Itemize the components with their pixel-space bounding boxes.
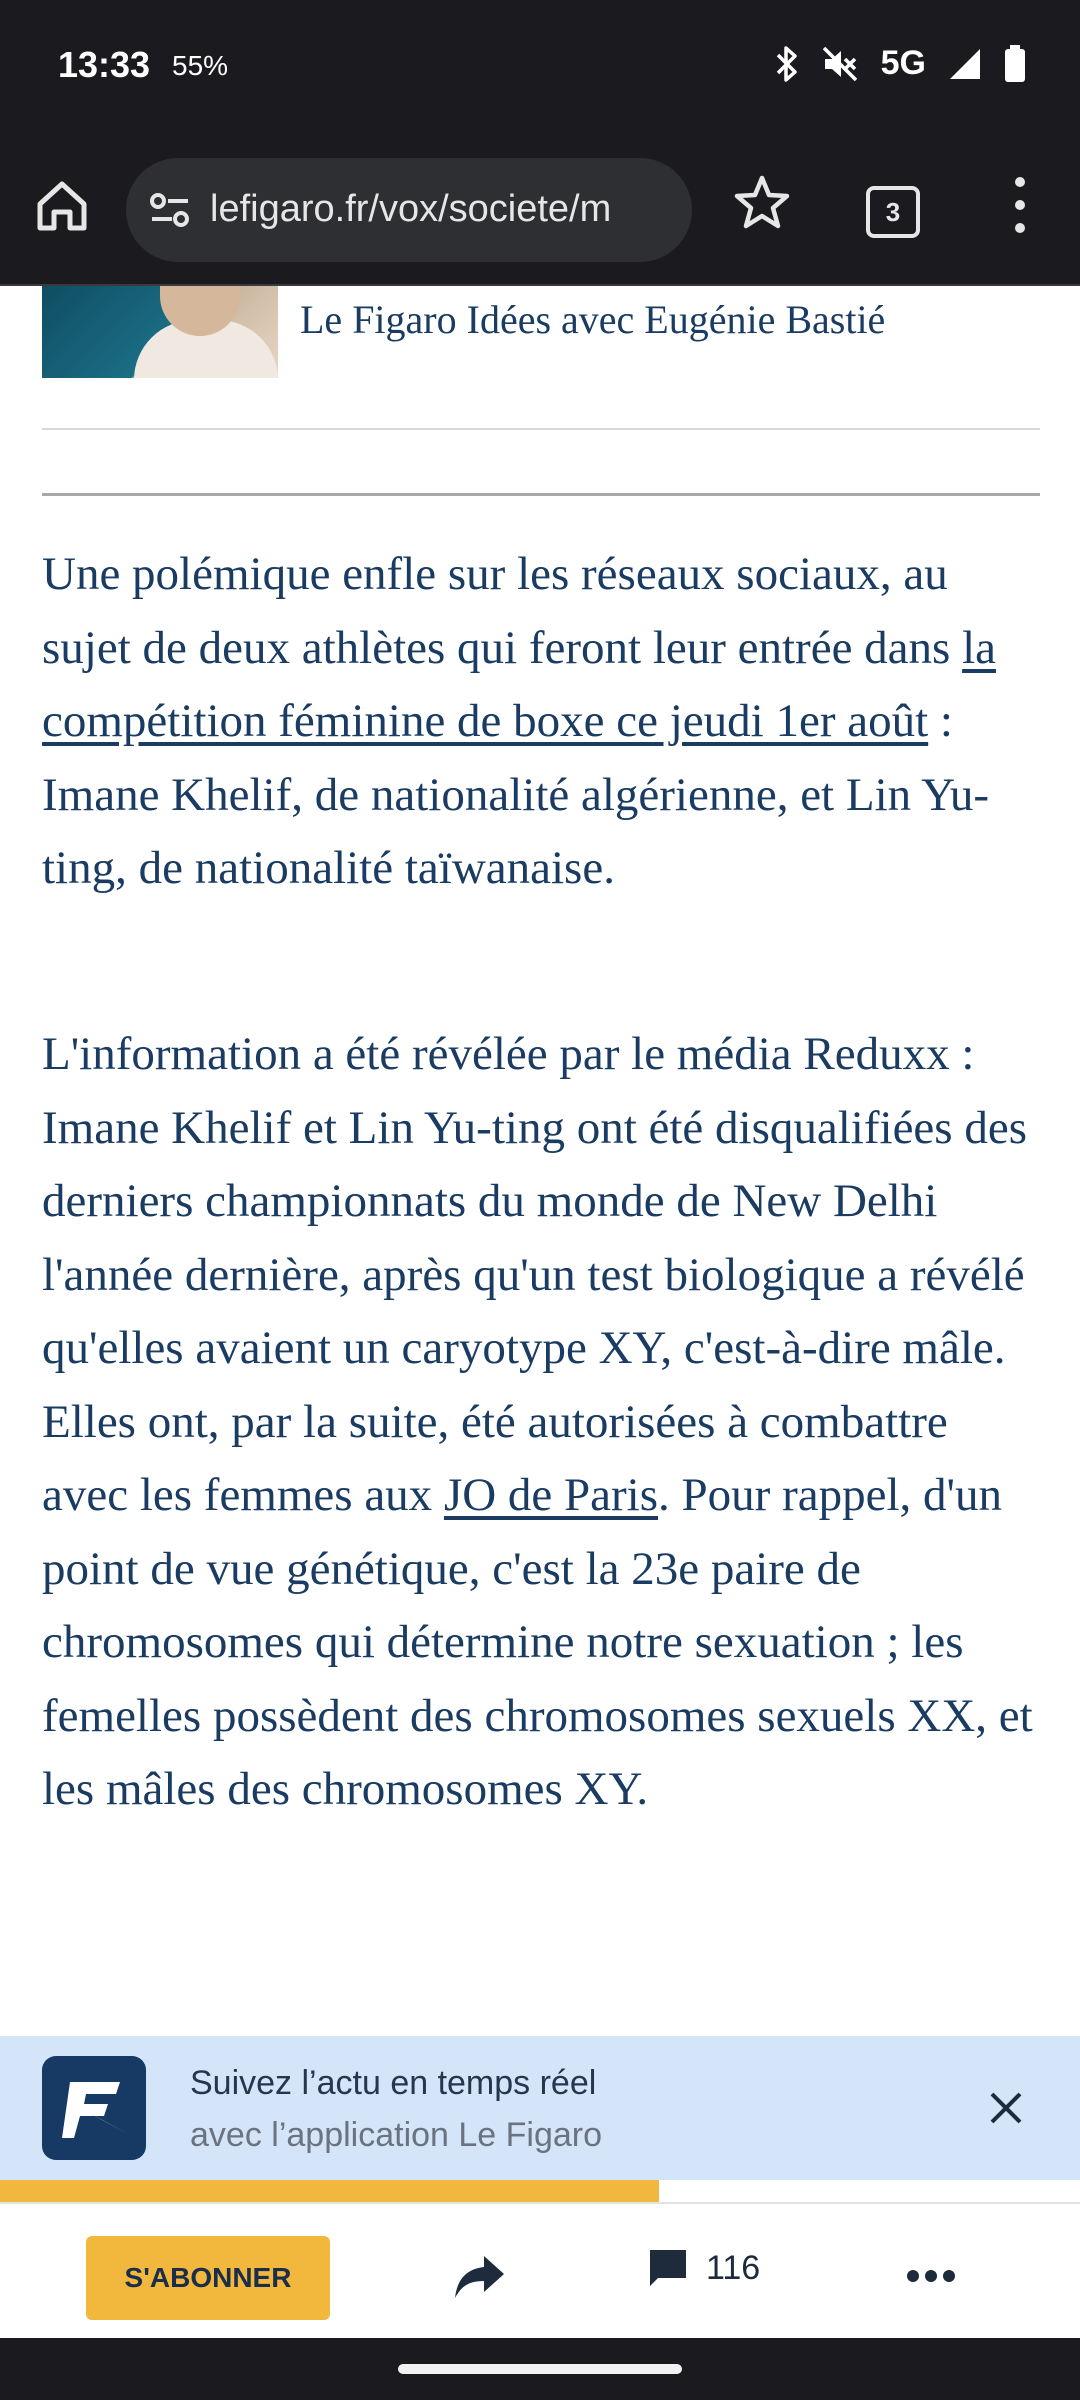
reading-progress-fill (0, 2180, 659, 2202)
article-paragraph: Une polémique enfle sur les réseaux sociaux, au sujet de deux athlètes qui feront leur entrée dans la compétition féminine de boxe ce jeudi 1er août : Imane Khelif, de nationalité algérienne, et Lin Yu-ting, de nationalité taïwanaise. (42, 548, 997, 894)
comment-icon (648, 2248, 688, 2288)
le-figaro-logo (42, 2056, 146, 2160)
paywall-fade (0, 1886, 1080, 2036)
comment-count: 116 (706, 2248, 761, 2287)
clock: 13:33 (58, 44, 151, 85)
divider (42, 428, 1040, 430)
status-icons (775, 44, 1026, 83)
bluetooth-icon (775, 45, 799, 83)
share-icon[interactable] (452, 2252, 506, 2302)
signal-icon (948, 47, 982, 81)
article-action-bar (0, 2204, 1080, 2338)
app-promo-banner[interactable] (0, 2036, 1080, 2180)
more-horiz-icon[interactable] (906, 2264, 956, 2288)
home-gesture-handle[interactable] (398, 2364, 682, 2374)
le-figaro-f-icon (42, 2056, 146, 2160)
system-nav-bar (0, 2338, 1080, 2400)
star-icon[interactable] (730, 170, 794, 234)
battery-icon (1004, 45, 1026, 83)
site-info-icon[interactable] (148, 188, 192, 232)
banner-title: Suivez l’actu en temps réel (190, 2064, 597, 2102)
tabs-icon[interactable]: 3 (866, 186, 920, 238)
reading-progress-bar (0, 2180, 1080, 2204)
browser-toolbar (0, 140, 1080, 286)
mute-icon (821, 45, 859, 83)
banner-subtitle: avec l’application Le Figaro (190, 2116, 603, 2154)
home-icon[interactable] (30, 174, 94, 238)
divider (42, 493, 1040, 496)
subscribe-button[interactable]: S'ABONNER (86, 2236, 330, 2320)
boxing-competition-link[interactable]: la compétition féminine de boxe ce jeudi 1er août (42, 621, 997, 747)
url-text[interactable]: lefigaro.fr/vox/societe/m (210, 188, 612, 230)
jo-paris-link[interactable]: JO de Paris (443, 1469, 659, 1521)
battery-percent: 55% (172, 50, 229, 81)
teaser-caption[interactable]: Le Figaro Idées avec Eugénie Bastié (300, 297, 886, 342)
network-type: 5G (880, 44, 926, 82)
status-bar (0, 0, 1080, 140)
teaser-image[interactable] (42, 286, 278, 378)
article-paragraph: L'information a été révélée par le média Reduxx : Imane Khelif et Lin Yu-ting ont été disqualifiées des derniers championnats du monde de New Delhi l'année dernière, après qu'un test biologique a révélé qu'elles avaient un caryotype XY, c'est-à-dire mâle. Elles ont, par la suite, été autorisées à combattre avec les femmes aux JO de Paris. Pour rappel, d'un point de vue génétique, c'est la 23e paire de chromosomes qui détermine notre sexuation ; les femelles possèdent des chromosomes sexuels XX, et les mâles des chromosomes XY. (42, 1028, 1033, 1815)
more-vert-icon[interactable] (1000, 170, 1040, 240)
address-bar[interactable] (126, 158, 692, 262)
comments-button[interactable] (648, 2248, 760, 2288)
close-icon[interactable] (976, 2078, 1036, 2138)
article-content (0, 286, 1080, 2036)
